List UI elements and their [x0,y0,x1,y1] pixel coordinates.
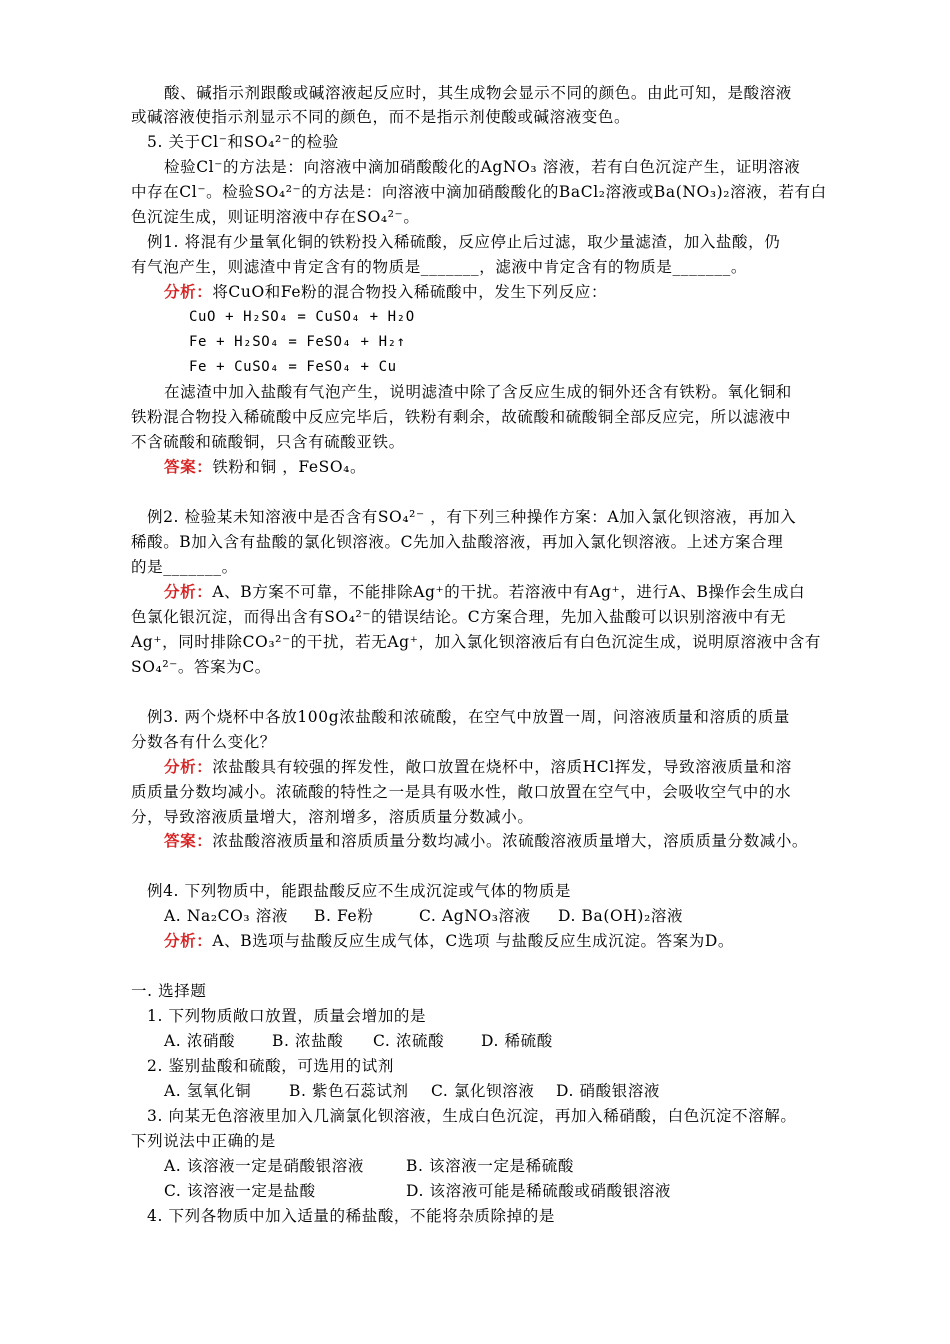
question3-option-b: B. 该溶液一定是稀硫酸 [406,1157,574,1175]
analysis-label: 分析： [164,931,213,950]
question1-option-d: D. 稀硫酸 [481,1032,553,1050]
question2-option-d: D. 硝酸银溶液 [556,1082,661,1100]
example1-explanation-line-3: 不含硫酸和硫酸铜，只含有硫酸亚铁。 [131,433,405,451]
example2-analysis-line-4: SO₄²⁻。答案为C。 [131,658,271,676]
answer-text: 浓盐酸溶液质量和溶质质量分数均减小。浓硫酸溶液质量增大，溶质质量分数减小。 [212,832,809,850]
example2-analysis-line-2: 色氯化银沉淀，而得出含有SO₄²⁻的错误结论。C方案合理，先加入盐酸可以识别溶液中有无 [131,608,787,626]
answer-label: 答案： [164,831,213,850]
question3-stem-line-2: 下列说法中正确的是 [131,1132,276,1150]
analysis-text: 浓盐酸具有较强的挥发性，敞口放置在烧杯中，溶质HCl挥发，导致溶液质量和溶 [212,758,792,776]
question1-option-c: C. 浓硫酸 [373,1032,445,1050]
example3-analysis-line-2: 质质量分数均减小。浓硫酸的特性之一是具有吸水性，敞口放置在空气中，会吸收空气中的水 [131,783,792,801]
example3-question-line-2: 分数各有什么变化？ [131,733,276,751]
example4-option-d: D. Ba(OH)₂溶液 [558,907,684,925]
section-title-choice-questions: 一. 选择题 [131,982,207,1000]
example1-explanation-line-2: 铁粉混合物投入稀硫酸中反应完毕后，铁粉有剩余，故硫酸和硫酸铜全部反应完，所以滤液中 [131,408,792,426]
example2-analysis-line-3: Ag⁺，同时排除CO₃²⁻的干扰，若无Ag⁺，加入氯化钡溶液后有白色沉淀生成，说明原溶液中含有 [131,633,821,651]
example1-explanation-line-1: 在滤渣中加入盐酸有气泡产生，说明滤渣中除了含反应生成的铜外还含有铁粉。氧化铜和 [164,383,792,401]
analysis-text: A、B方案不可靠，不能排除Ag⁺的干扰。若溶液中有Ag⁺，进行A、B操作会生成白 [212,583,806,601]
example3-answer [164,830,808,852]
question2-option-a: A. 氢氧化铜 [164,1082,252,1100]
section5-line-1: 检验Cl⁻的方法是：向溶液中滴加硝酸酸化的AgNO₃ 溶液，若有白色沉淀产生，证明溶液 [164,158,801,176]
example4-option-c: C. AgNO₃溶液 [419,907,531,925]
example4-option-a: A. Na₂CO₃ 溶液 [164,907,288,925]
example4-question: 例4. 下列物质中，能跟盐酸反应不生成沉淀或气体的物质是 [147,882,572,900]
answer-label: 答案： [164,457,213,476]
equation-2: Fe + H₂SO₄ = FeSO₄ + H₂↑ [189,334,406,350]
question3-option-d: D. 该溶液可能是稀硫酸或硝酸银溶液 [406,1182,672,1200]
question1-stem: 1. 下列物质敞口放置，质量会增加的是 [147,1007,427,1025]
question2-stem: 2. 鉴别盐酸和硫酸，可选用的试剂 [147,1057,394,1075]
example1-question-line-2: 有气泡产生，则滤渣中肯定含有的物质是_______，滤液中肯定含有的物质是_______。 [131,258,748,276]
question2-option-b: B. 紫色石蕊试剂 [289,1082,409,1100]
example4-analysis [164,930,734,952]
example1-analysis [164,281,607,303]
analysis-label: 分析： [164,757,213,776]
question3-option-a: A. 该溶液一定是硝酸银溶液 [164,1157,364,1175]
equation-1: CuO + H₂SO₄ = CuSO₄ + H₂O [189,309,415,325]
section5-title: 5. 关于Cl⁻和SO₄²⁻的检验 [147,133,339,151]
section5-line-3: 色沉淀生成，则证明溶液中存在SO₄²⁻。 [131,208,420,226]
question1-option-a: A. 浓硝酸 [164,1032,236,1050]
example2-question-line-2: 稀酸。B加入含有盐酸的氯化钡溶液。C先加入盐酸溶液，再加入氯化钡溶液。上述方案合理 [131,533,784,551]
answer-text: 铁粉和铜 ，FeSO₄。 [212,458,367,476]
analysis-text: A、B选项与盐酸反应生成气体，C选项 与盐酸反应生成沉淀。答案为D。 [212,932,735,950]
example2-question-line-1: 例2. 检验某未知溶液中是否含有SO₄²⁻ ，有下列三种操作方案：A加入氯化钡溶液，再加入 [147,508,797,526]
question3-stem-line-1: 3. 向某无色溶液里加入几滴氯化钡溶液，生成白色沉淀，再加入稀硝酸，白色沉淀不溶解。 [147,1107,797,1125]
question2-option-c: C. 氯化钡溶液 [431,1082,535,1100]
example3-analysis-line-3: 分，导致溶液质量增大，溶剂增多，溶质质量分数减小。 [131,808,534,826]
example3-analysis [164,756,792,778]
example2-analysis [164,581,805,603]
analysis-label: 分析： [164,582,213,601]
intro-line-2: 或碱溶液使指示剂显示不同的颜色，而不是指示剂使酸或碱溶液变色。 [131,108,631,126]
equation-3: Fe + CuSO₄ = FeSO₄ + Cu [189,359,397,375]
example3-question-line-1: 例3. 两个烧杯中各放100g浓盐酸和浓硫酸，在空气中放置一周，问溶液质量和溶质的质量 [147,708,791,726]
question1-option-b: B. 浓盐酸 [272,1032,344,1050]
question3-option-c: C. 该溶液一定是盐酸 [164,1182,316,1200]
example4-option-b: B. Fe粉 [314,907,374,925]
analysis-label: 分析： [164,282,213,301]
analysis-text: 将CuO和Fe粉的混合物投入稀硫酸中，发生下列反应： [212,283,608,301]
example1-answer [164,456,366,478]
section5-line-2: 中存在Cl⁻。检验SO₄²⁻的方法是：向溶液中滴加硝酸酸化的BaCl₂溶液或Ba(NO₃)₂溶液，若有白 [131,183,827,201]
intro-line-1: 酸、碱指示剂跟酸或碱溶液起反应时，其生成物会显示不同的颜色。由此可知，是酸溶液 [164,84,792,102]
question4-stem: 4. 下列各物质中加入适量的稀盐酸，不能将杂质除掉的是 [147,1207,555,1225]
example1-question-line-1: 例1. 将混有少量氧化铜的铁粉投入稀硫酸，反应停止后过滤，取少量滤渣，加入盐酸，仍 [147,233,781,251]
example2-question-line-3: 的是_______。 [131,558,238,576]
